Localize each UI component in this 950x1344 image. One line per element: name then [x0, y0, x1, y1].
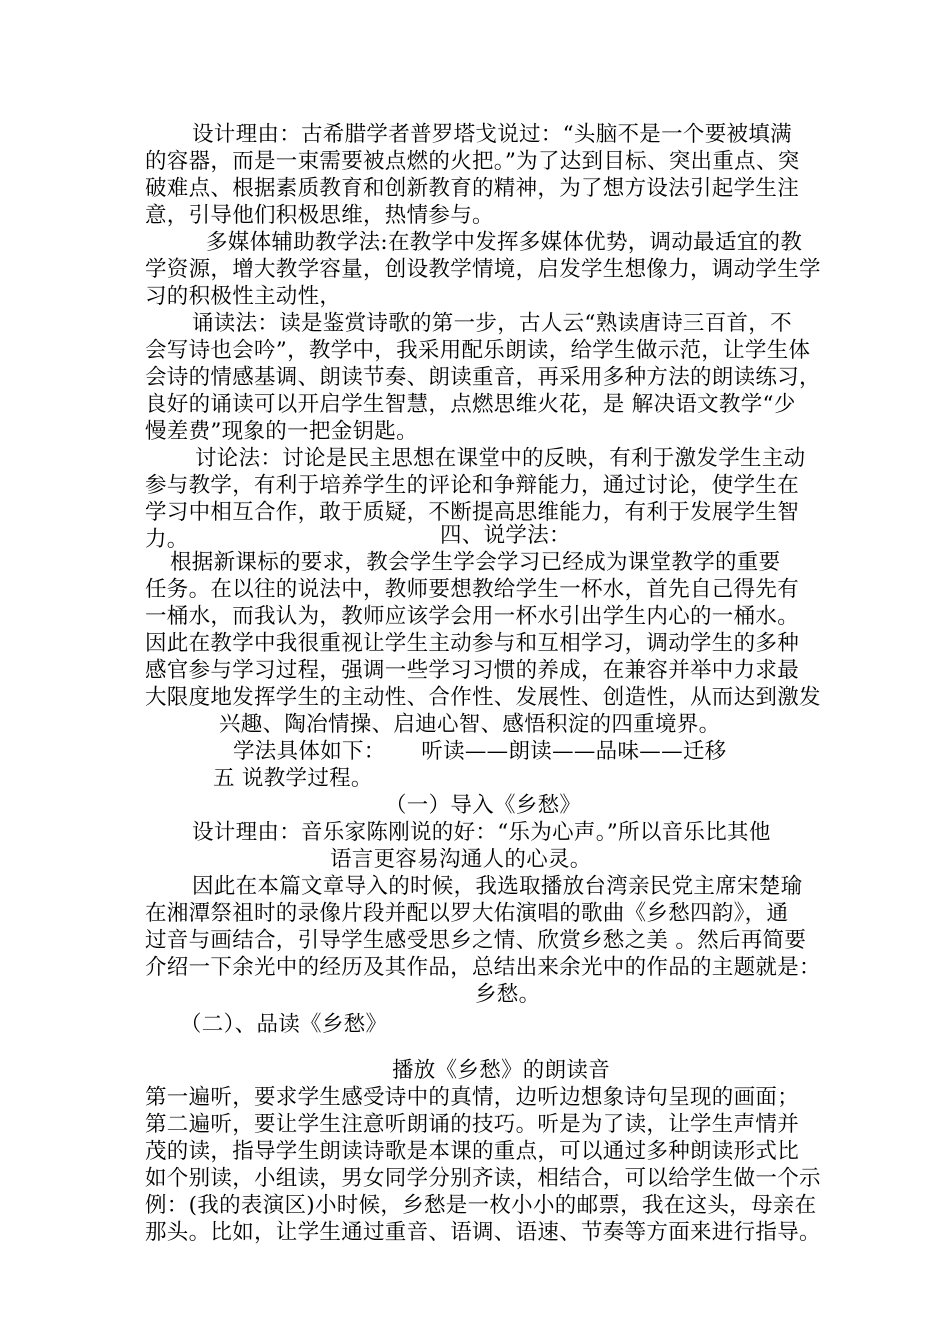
- para5-line7: 兴趣、陶冶情操、启迪心智、感悟积淀的四重境界。: [219, 712, 721, 737]
- para1-line1: 设计理由：古希腊学者普罗塔戈说过：“头脑不是一个要被填满: [192, 122, 792, 147]
- para4-line1: 讨论法：讨论是民主思想在课堂中的反映，有利于激发学生主动: [195, 446, 806, 471]
- para1-line3: 破难点、根据素质教育和创新教育的精神，为了想方设法引起学生注: [145, 176, 800, 201]
- para8-line5: 例：(我的表演区)小时候，乡愁是一枚小小的邮票，我在这头，母亲在: [145, 1193, 817, 1218]
- para8-line2: 第二遍听，要让学生注意听朗诵的技巧。听是为了读，让学生声情并: [145, 1112, 800, 1137]
- learning-method-line: 学法具体如下： 听读——朗读——品味——迁移: [233, 739, 727, 764]
- para5-line4: 因此在教学中我很重视让学生主动参与和互相学习，调动学生的多种: [145, 631, 800, 656]
- para5-line2: 任务。在以往的说法中，教师要想教给学生一杯水，首先自己得先有: [145, 577, 800, 602]
- subheading-reading: （二）、品读《乡愁》: [180, 1012, 388, 1037]
- para3-line1: 诵读法：读是鉴赏诗歌的第一步，古人云“熟读唐诗三百首，不: [192, 311, 792, 336]
- para5-line3: 一桶水，而我认为，教师应该学会用一杯水引出学生内心的一桶水。: [145, 604, 800, 629]
- para4-line2: 参与教学，有利于培养学生的评论和争辩能力，通过讨论，使学生在: [145, 473, 800, 498]
- para7-line3: 过音与画结合，引导学生感受思乡之情、欣赏乡愁之美 。然后再简要: [145, 928, 807, 953]
- para4-line3: 学习中相互合作，敢于质疑，不断提高思维能力，有利于发展学生智: [145, 500, 800, 525]
- para8-line1: 第一遍听，要求学生感受诗中的真情，边听边想象诗句呈现的画面；: [145, 1085, 800, 1110]
- heading-section-5: 五 说教学过程。: [213, 766, 373, 791]
- para8-line3: 茂的读，指导学生朗读诗歌是本课的重点，可以通过多种朗读形式比: [145, 1139, 800, 1164]
- para8-line6: 那头。比如，让学生通过重音、语调、语速、节奏等方面来进行指导。: [145, 1220, 821, 1245]
- para6-line2: 语言更容易沟通人的心灵。: [330, 847, 592, 872]
- play-recording-line: 播放《乡愁》的朗读音: [392, 1058, 611, 1083]
- para5-line5: 感官参与学习过程，强调一些学习习惯的养成，在兼容并举中力求最: [145, 658, 800, 683]
- para3-line4: 良好的诵读可以开启学生智慧，点燃思维火花，是 解决语文教学“少: [145, 392, 796, 417]
- para3-line5: 慢差费”现象的一把金钥匙。: [145, 419, 418, 444]
- para7-line1: 因此在本篇文章导入的时候，我选取播放台湾亲民党主席宋楚瑜: [192, 874, 803, 899]
- para7-line4: 介绍一下余光中的经历及其作品，总结出来余光中的作品的主题就是：: [145, 955, 821, 980]
- para7-line5: 乡愁。: [475, 982, 541, 1007]
- para8-line4: 如个别读，小组读，男女同学分别齐读，相结合，可以给学生做一个示: [145, 1166, 821, 1191]
- para2-line2: 学资源，增大教学容量，创设教学情境，启发学生想像力，调动学生学: [145, 257, 821, 282]
- para1-line4: 意，引导他们积极思维，热情参与。: [145, 203, 494, 228]
- para1-line2: 的容器，而是一束需要被点燃的火把。”为了达到目标、突出重点、突: [145, 149, 800, 174]
- para2-line1: 多媒体辅助教学法:在教学中发挥多媒体优势，调动最适宜的教: [206, 230, 803, 255]
- para2-line3: 习的积极性主动性，: [145, 284, 342, 309]
- para5-line6: 大限度地发挥学生的主动性、合作性、发展性、创造性，从而达到激发: [145, 685, 821, 710]
- para3-line2: 会写诗也会吟”，教学中，我采用配乐朗读，给学生做示范，让学生体: [145, 338, 811, 363]
- para3-line3: 会诗的情感基调、朗读节奏、朗读重音，再采用多种方法的朗读练习，: [145, 365, 821, 390]
- subheading-intro: （一）导入《乡愁》: [385, 793, 582, 818]
- para5-line1: 根据新课标的要求，教会学生学会学习已经成为课堂教学的重要: [170, 550, 781, 575]
- heading-section-4: 四、说学法：: [440, 523, 571, 548]
- para6-line1: 设计理由：音乐家陈刚说的好：“乐为心声。”所以音乐比其他: [192, 820, 771, 845]
- para4-line4: 力。: [145, 527, 189, 552]
- para7-line2: 在湘潭祭祖时的录像片段并配以罗大佑演唱的歌曲《乡愁四韵》，通: [145, 901, 789, 926]
